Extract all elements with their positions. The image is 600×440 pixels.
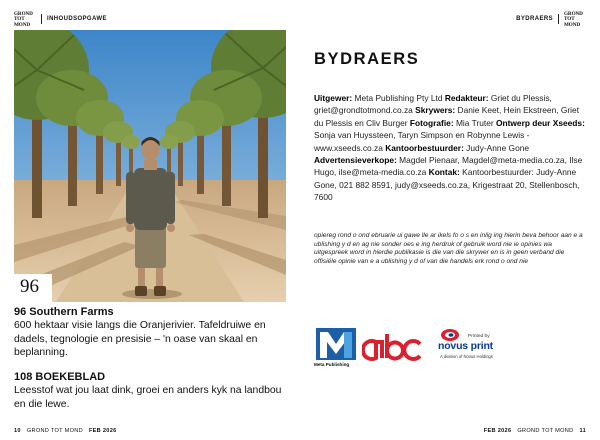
credit-value-kantoor: Judy-Anne Gone (463, 142, 530, 153)
credit-value-uitgewer: Meta Publishing Pty Ltd (352, 93, 445, 103)
logo-word-2: TOT (14, 16, 25, 23)
credit-label-skrywers: Skrywers: (415, 105, 456, 116)
credit-value-ontwerp: Sonja van Huyssteen, Taryn Simpson en Robynne Lewis - www.xseeds.co.za (314, 130, 530, 153)
entry-description: Leesstof wat jou laat dink, groei en anders kyk na landbou en die lewe. (14, 385, 282, 410)
credit-value-redakteur: Griet du Plessis, griet@grondtotmond.co.za (314, 93, 552, 116)
footer-issue: FEB 2026 (88, 428, 117, 434)
contents-entry[interactable] (14, 306, 286, 360)
credit-label-advertensie: Advertensieverkope: (314, 155, 397, 166)
footer-brand: GROND TOT MOND (26, 428, 83, 434)
logo-word-1: GROND (14, 11, 33, 17)
credit-value-fotografie: Mia Truter (453, 117, 496, 128)
credit-label-kantoor: Kantoorbestuurder: (385, 142, 464, 153)
contributors-credits (314, 92, 586, 204)
footer-page-number: 10 (14, 428, 21, 434)
photo-page-number: 96 (20, 276, 39, 297)
logo-word-2: TOT (564, 16, 575, 23)
novus-print-name: novus print (438, 340, 493, 352)
abc-icon (362, 332, 426, 364)
running-header-left (14, 12, 107, 26)
footer-right (484, 428, 586, 434)
logo-word-3: MOND (564, 21, 581, 28)
credit-value-kontak: Kantoorbestuurder: Judy-Anne Gone, 021 882 8591, judy@xseeds.co.za, Krigestraat 20, Stellenbosch, 7600 (314, 167, 580, 203)
contents-entry[interactable] (14, 371, 286, 411)
printed-by-label: Printed by (468, 334, 490, 339)
novus-division-label: A division of Novus Holdings (440, 354, 493, 359)
credit-label-redakteur: Redakteur: (444, 93, 489, 103)
farmer-in-date-palm-orchard-photo (14, 30, 286, 302)
copyright-notice: opiereg rond o ond ebruarie ui gawe lle ar ikels fo o s en inlig ing hierin beva behoor aan e a ublishing y d en ag nie sonder oes e ing herdruk of gebruik word nie ie opinies wa uitgespreek word in hierdie publikasie is die van die skrywer en is in geen verband die offisiële opinie van e a ublishing y d of van die handels erk rond o ond nie (314, 232, 583, 265)
header-divider (41, 14, 42, 24)
page-number-badge (14, 274, 52, 302)
footer-issue: FEB 2026 (483, 428, 512, 434)
contributors-heading: BYDRAERS (314, 50, 420, 68)
header-divider (558, 14, 559, 24)
section-label-left: INHOUDSOPGAWE (47, 16, 107, 22)
logo-word-1: GROND (564, 11, 583, 17)
footer-brand: GROND TOT MOND (517, 428, 574, 434)
footer-page-number: 11 (579, 428, 586, 434)
section-label-right: BYDRAERS (516, 16, 553, 22)
grond-tot-mond-logo (14, 12, 36, 26)
grond-tot-mond-logo (564, 12, 586, 26)
logo-word-3: MOND (14, 21, 31, 28)
credit-label-kontak: Kontak: (428, 167, 460, 178)
sponsor-logos (314, 326, 586, 374)
credit-label-fotografie: Fotografie: (409, 117, 454, 128)
feature-photo (14, 30, 286, 302)
novus-print-logo (438, 326, 518, 374)
entry-description: 600 hektaar visie langs die Oranjerivier. Tafeldruiwe en dadels, tegnologie en presisie – 'n oase van skaal en beplanning. (14, 320, 266, 359)
abc-logo (362, 332, 426, 364)
entry-title: 96 Southern Farms (14, 306, 114, 318)
credit-value-skrywers: Danie Keet, Hein Ekstreen, Griet du Plessis en Cliv Burger (314, 105, 580, 128)
meta-publishing-icon (314, 328, 358, 362)
footer-left (14, 428, 117, 434)
running-header-right (516, 12, 586, 26)
credit-label-uitgewer: Uitgewer: (314, 93, 353, 103)
credit-label-ontwerp: Ontwerp deur Xseeds: (495, 117, 585, 128)
entry-title: 108 BOEKEBLAD (14, 371, 106, 383)
credit-value-advertensie: Magdel Pienaar, Magdel@meta-media.co.za, Ilse Hugo, ilse@meta-media.co.za (314, 155, 583, 178)
meta-publishing-logo (314, 328, 358, 368)
meta-publishing-caption: Meta Publishing (314, 362, 350, 367)
